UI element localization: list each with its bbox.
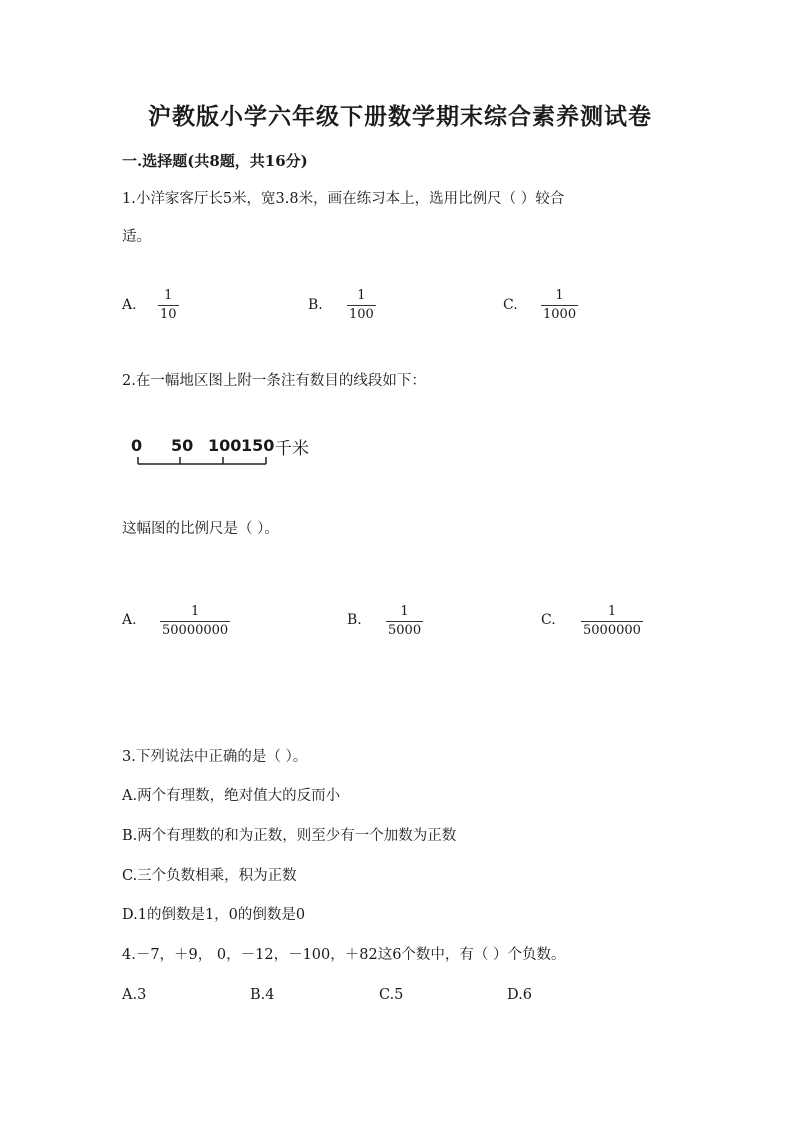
- q2-option-c-fraction: [581, 604, 643, 639]
- fraction-bar: [158, 305, 179, 306]
- q1-option-b-label: B.: [308, 297, 323, 313]
- q3-option-d: D.1的倒数是1，0的倒数是0: [122, 907, 306, 923]
- q1-option-c-label: C.: [503, 297, 518, 313]
- q4-option-b: B.4: [250, 987, 275, 1003]
- question-1-line-2: 适。: [122, 229, 151, 245]
- q4-option-d: D.6: [507, 987, 532, 1003]
- fraction-denominator: 5000: [388, 623, 422, 638]
- question-1-line-1: 1.小洋家客厅长5米，宽3.8米，画在练习本上，选用比例尺（ ）较合: [122, 191, 565, 207]
- fraction-denominator: 50000000: [162, 623, 229, 638]
- scale-label-150: 150: [241, 436, 275, 455]
- q4-option-a: A.3: [122, 987, 147, 1003]
- question-2-text: 2.在一幅地区图上附一条注有数目的线段如下：: [122, 373, 426, 389]
- scale-unit: 千米: [275, 439, 309, 459]
- q4-option-c: C.5: [379, 987, 404, 1003]
- fraction-numerator: 1: [607, 604, 617, 619]
- fraction-numerator: 1: [357, 288, 366, 303]
- scale-label-0: 0: [131, 436, 143, 455]
- scale-label-100: 100: [208, 436, 242, 455]
- q2-option-c-label: C.: [541, 612, 556, 628]
- q3-option-b: B.两个有理数的和为正数，则至少有一个加数为正数: [122, 828, 457, 844]
- fraction-bar: [541, 305, 578, 306]
- q2-option-b-label: B.: [347, 612, 362, 628]
- scale-line: [128, 454, 278, 468]
- q1-option-c-fraction: [541, 288, 578, 323]
- scale-label-50: 50: [171, 436, 194, 455]
- page-title: 沪教版小学六年级下册数学期末综合素养测试卷: [148, 103, 652, 130]
- fraction-bar: [581, 621, 643, 622]
- scale-bar-figure: [128, 432, 328, 468]
- fraction-numerator: 1: [190, 604, 200, 619]
- q2-option-a-fraction: [160, 604, 230, 639]
- fraction-bar: [160, 621, 230, 622]
- fraction-bar: [386, 621, 423, 622]
- fraction-bar: [347, 305, 376, 306]
- fraction-numerator: 1: [555, 288, 564, 303]
- q1-option-b-fraction: [347, 288, 376, 323]
- fraction-denominator: 10: [160, 307, 177, 322]
- fraction-denominator: 100: [349, 307, 374, 322]
- fraction-numerator: 1: [164, 288, 173, 303]
- q2-option-b-fraction: [386, 604, 423, 639]
- fraction-numerator: 1: [400, 604, 409, 619]
- fraction-denominator: 1000: [543, 307, 577, 322]
- q1-option-a-fraction: [158, 288, 179, 323]
- q2-option-a-label: A.: [122, 612, 137, 628]
- q3-option-a: A.两个有理数，绝对值大的反而小: [122, 788, 341, 804]
- fraction-denominator: 5000000: [583, 623, 641, 638]
- question-4-text: 4.－7，＋9， 0，－12，－100，＋82这6个数中，有（ ）个负数。: [122, 947, 566, 963]
- q3-option-c: C.三个负数相乘，积为正数: [122, 868, 297, 884]
- q1-option-a-label: A.: [122, 297, 137, 313]
- question-3-text: 3.下列说法中正确的是（ ）。: [122, 749, 308, 765]
- section-heading: 一.选择题(共8题，共16分): [122, 152, 308, 170]
- question-2-question: 这幅图的比例尺是（ ）。: [122, 521, 279, 537]
